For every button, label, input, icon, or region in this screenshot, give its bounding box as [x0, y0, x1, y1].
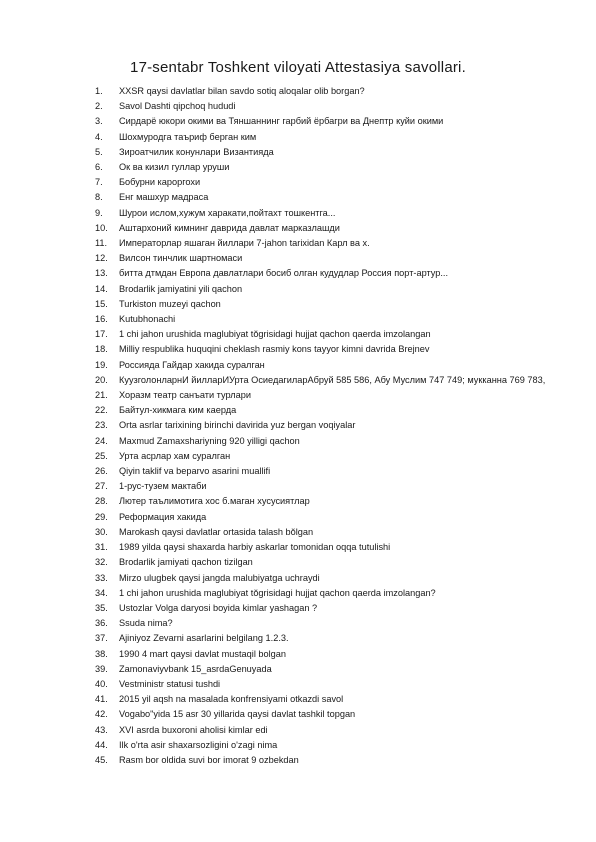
list-item	[95, 221, 555, 236]
item-number: 6.	[95, 162, 103, 173]
list-item	[95, 327, 555, 342]
list-item	[95, 601, 555, 616]
item-number: 33.	[95, 572, 108, 583]
list-item	[95, 586, 555, 601]
item-number: 32.	[95, 557, 108, 568]
item-text: Maxmud Zamaxshariyning 920 yilligi qachon	[119, 435, 300, 446]
list-item	[95, 266, 555, 281]
item-text: Brodarlik jamiyati qachon tizilgan	[119, 557, 253, 568]
item-text: Реформация хакида	[119, 511, 207, 522]
item-text: 1 chi jahon urushida maglubiyat tŏgrisidagi hujjat qachon qaerda imzolangan	[119, 329, 431, 340]
item-text: Зироатчилик конунлари Византияда	[119, 146, 274, 157]
item-number: 35.	[95, 602, 108, 613]
list-item	[95, 99, 555, 114]
list-item	[95, 160, 555, 175]
item-number: 11.	[95, 238, 108, 249]
list-item	[95, 312, 555, 327]
item-text: Marokash qaysi davlatlar ortasida talash bŏlgan	[119, 526, 314, 537]
list-item	[95, 707, 555, 722]
list-item	[95, 434, 555, 449]
item-number: 4.	[95, 131, 103, 142]
list-item	[95, 753, 555, 768]
list-item	[95, 555, 555, 570]
item-number: 42.	[95, 709, 108, 720]
list-item	[95, 251, 555, 266]
list-item	[95, 540, 555, 555]
item-text: Бобурни кароргохи	[119, 177, 201, 188]
list-item	[95, 510, 555, 525]
list-item	[95, 738, 555, 753]
list-item	[95, 84, 555, 99]
item-text: Урта асрлар хам суралган	[119, 450, 231, 461]
item-number: 13.	[95, 268, 108, 279]
item-number: 2.	[95, 101, 103, 112]
item-text: Qiyin taklif va beparvo asarini muallifi	[119, 466, 271, 477]
item-text: 1990 4 mart qaysi davlat mustaqil bolgan	[119, 648, 287, 659]
item-number: 12.	[95, 253, 108, 264]
item-number: 15.	[95, 298, 108, 309]
item-number: 29.	[95, 511, 108, 522]
item-number: 5.	[95, 146, 103, 157]
list-item	[95, 388, 555, 403]
item-text: Savol Dashti qipchoq hududi	[119, 101, 236, 112]
item-number: 38.	[95, 648, 108, 659]
item-number: 3.	[95, 116, 103, 127]
list-item	[95, 175, 555, 190]
list-item	[95, 494, 555, 509]
item-text: Енг машхур мадраса	[119, 192, 209, 203]
list-item	[95, 677, 555, 692]
item-number: 26.	[95, 466, 108, 477]
item-number: 24.	[95, 435, 108, 446]
item-text: Rasm bor oldida suvi bor imorat 9 ozbekdan	[119, 754, 299, 765]
item-number: 18.	[95, 344, 108, 355]
list-item	[95, 464, 555, 479]
list-item	[95, 130, 555, 145]
list-item	[95, 571, 555, 586]
item-number: 40.	[95, 678, 108, 689]
item-text: Вилсон тинчлик шартномаси	[119, 253, 243, 264]
list-item	[95, 449, 555, 464]
list-item	[95, 647, 555, 662]
item-text: Ilk o'rta asir shaxarsozligini o'zagi nima	[119, 739, 278, 750]
item-number: 17.	[95, 329, 108, 340]
item-number: 31.	[95, 542, 108, 553]
item-text: Шохмуродга таъриф берган ким	[119, 131, 257, 142]
item-text: Ajiniyoz Zevarni asarlarini belgilang 1.2.3.	[119, 633, 289, 644]
item-number: 25.	[95, 450, 108, 461]
item-number: 28.	[95, 496, 108, 507]
item-text: Ssuda nima?	[119, 618, 173, 629]
item-text: Аштархоний кимнинг даврида давлат марказлашди	[119, 222, 340, 233]
list-item	[95, 479, 555, 494]
item-number: 16.	[95, 314, 108, 325]
list-item	[95, 525, 555, 540]
item-text: Turkiston muzeyi qachon	[119, 298, 221, 309]
item-number: 19.	[95, 359, 108, 370]
list-item	[95, 358, 555, 373]
item-text: Ustozlar Volga daryosi boyida kimlar yashagan ?	[119, 602, 318, 613]
item-number: 34.	[95, 587, 108, 598]
item-text: Хоразм театр санъати турлари	[119, 390, 251, 401]
question-list	[95, 84, 555, 768]
item-number: 23.	[95, 420, 108, 431]
list-item	[95, 631, 555, 646]
item-text: 1-рус-тузем мактаби	[119, 481, 207, 492]
item-text: 2015 yil aqsh na masalada konfrensiyami otkazdi savol	[119, 694, 344, 705]
item-number: 27.	[95, 481, 108, 492]
item-text: Vestministr statusi tushdi	[119, 678, 221, 689]
list-item	[95, 145, 555, 160]
list-item	[95, 403, 555, 418]
item-number: 10.	[95, 222, 108, 233]
list-item	[95, 114, 555, 129]
item-text: КуузголонларнИ йилларИУрта ОсиедагиларАбруй 585 586, Абу Муслим 747 749; мукканна 769 783,	[119, 374, 546, 385]
item-number: 21.	[95, 390, 108, 401]
item-text: Mirzo ulugbek qaysi jangda malubiyatga uchraydi	[119, 572, 320, 583]
item-text: Лютер таълимотига хос б.маган хусусиятлар	[119, 496, 310, 507]
item-text: Ок ва кизил гуллар уруши	[119, 162, 230, 173]
item-text: Zamonaviyvbank 15_asrdaGenuyada	[119, 663, 272, 674]
item-text: Шурои ислом,хужум харакати,пойтахт тошкентга...	[119, 207, 336, 218]
list-item	[95, 236, 555, 251]
item-number: 22.	[95, 405, 108, 416]
list-item	[95, 206, 555, 221]
item-number: 37.	[95, 633, 108, 644]
item-text: XVI asrda buxoroni aholisi kimlar edi	[119, 724, 268, 735]
item-number: 41.	[95, 694, 108, 705]
list-item	[95, 342, 555, 357]
item-number: 30.	[95, 526, 108, 537]
list-item	[95, 190, 555, 205]
item-number: 43.	[95, 724, 108, 735]
list-item	[95, 282, 555, 297]
item-text: Milliy respublika huquqini cheklash rasmiy kons tayyor kimni davrida Brejnev	[119, 344, 430, 355]
item-text: 1989 yilda qaysi shaxarda harbiy askarlar tomonidan oqqa tutulishi	[119, 542, 391, 553]
item-text: битта дтмдан Европа давлатлари босиб олган кудудлар Россия порт-артур...	[119, 268, 449, 279]
item-text: Orta asrlar tarixining birinchi davirida yuz bergan voqiyalar	[119, 420, 356, 431]
item-text: Россияда Гайдар хакида суралган	[119, 359, 265, 370]
item-text: Сирдарё юкори окими ва Тяншаннинг гарбий ёрбагри ва Днептр куйи окими	[119, 116, 444, 127]
item-text: Vogabo"yida 15 asr 30 yillarida qaysi davlat tashkil topgan	[119, 709, 356, 720]
list-item	[95, 418, 555, 433]
list-item	[95, 373, 555, 388]
item-text: Императорлар яшаган йиллари 7-jahon tarixidan Карл ва х.	[119, 238, 370, 249]
item-number: 39.	[95, 663, 108, 674]
item-number: 14.	[95, 283, 108, 294]
item-number: 1.	[95, 86, 103, 96]
item-number: 9.	[95, 207, 103, 218]
item-number: 36.	[95, 618, 108, 629]
item-number: 44.	[95, 739, 108, 750]
list-item	[95, 297, 555, 312]
item-number: 7.	[95, 177, 103, 188]
item-text: 1 chi jahon urushida maglubiyat tŏgrisidagi hujjat qachon qaerda imzolangan?	[119, 587, 436, 598]
item-number: 20.	[95, 374, 108, 385]
item-text: Kutubhonachi	[119, 314, 176, 325]
item-text: Brodarlik jamiyatini yili qachon	[119, 283, 243, 294]
list-item	[95, 662, 555, 677]
list-item	[95, 692, 555, 707]
item-number: 45.	[95, 754, 108, 765]
list-item	[95, 723, 555, 738]
page-title: 17-sentabr Toshkent viloyati Attestasiya savollari.	[130, 59, 466, 76]
item-number: 8.	[95, 192, 103, 203]
list-item	[95, 616, 555, 631]
item-text: XXSR qaysi davlatlar bilan savdo sotiq aloqalar olib borgan?	[119, 86, 365, 96]
item-text: Байтул-хикмага ким каерда	[119, 405, 237, 416]
